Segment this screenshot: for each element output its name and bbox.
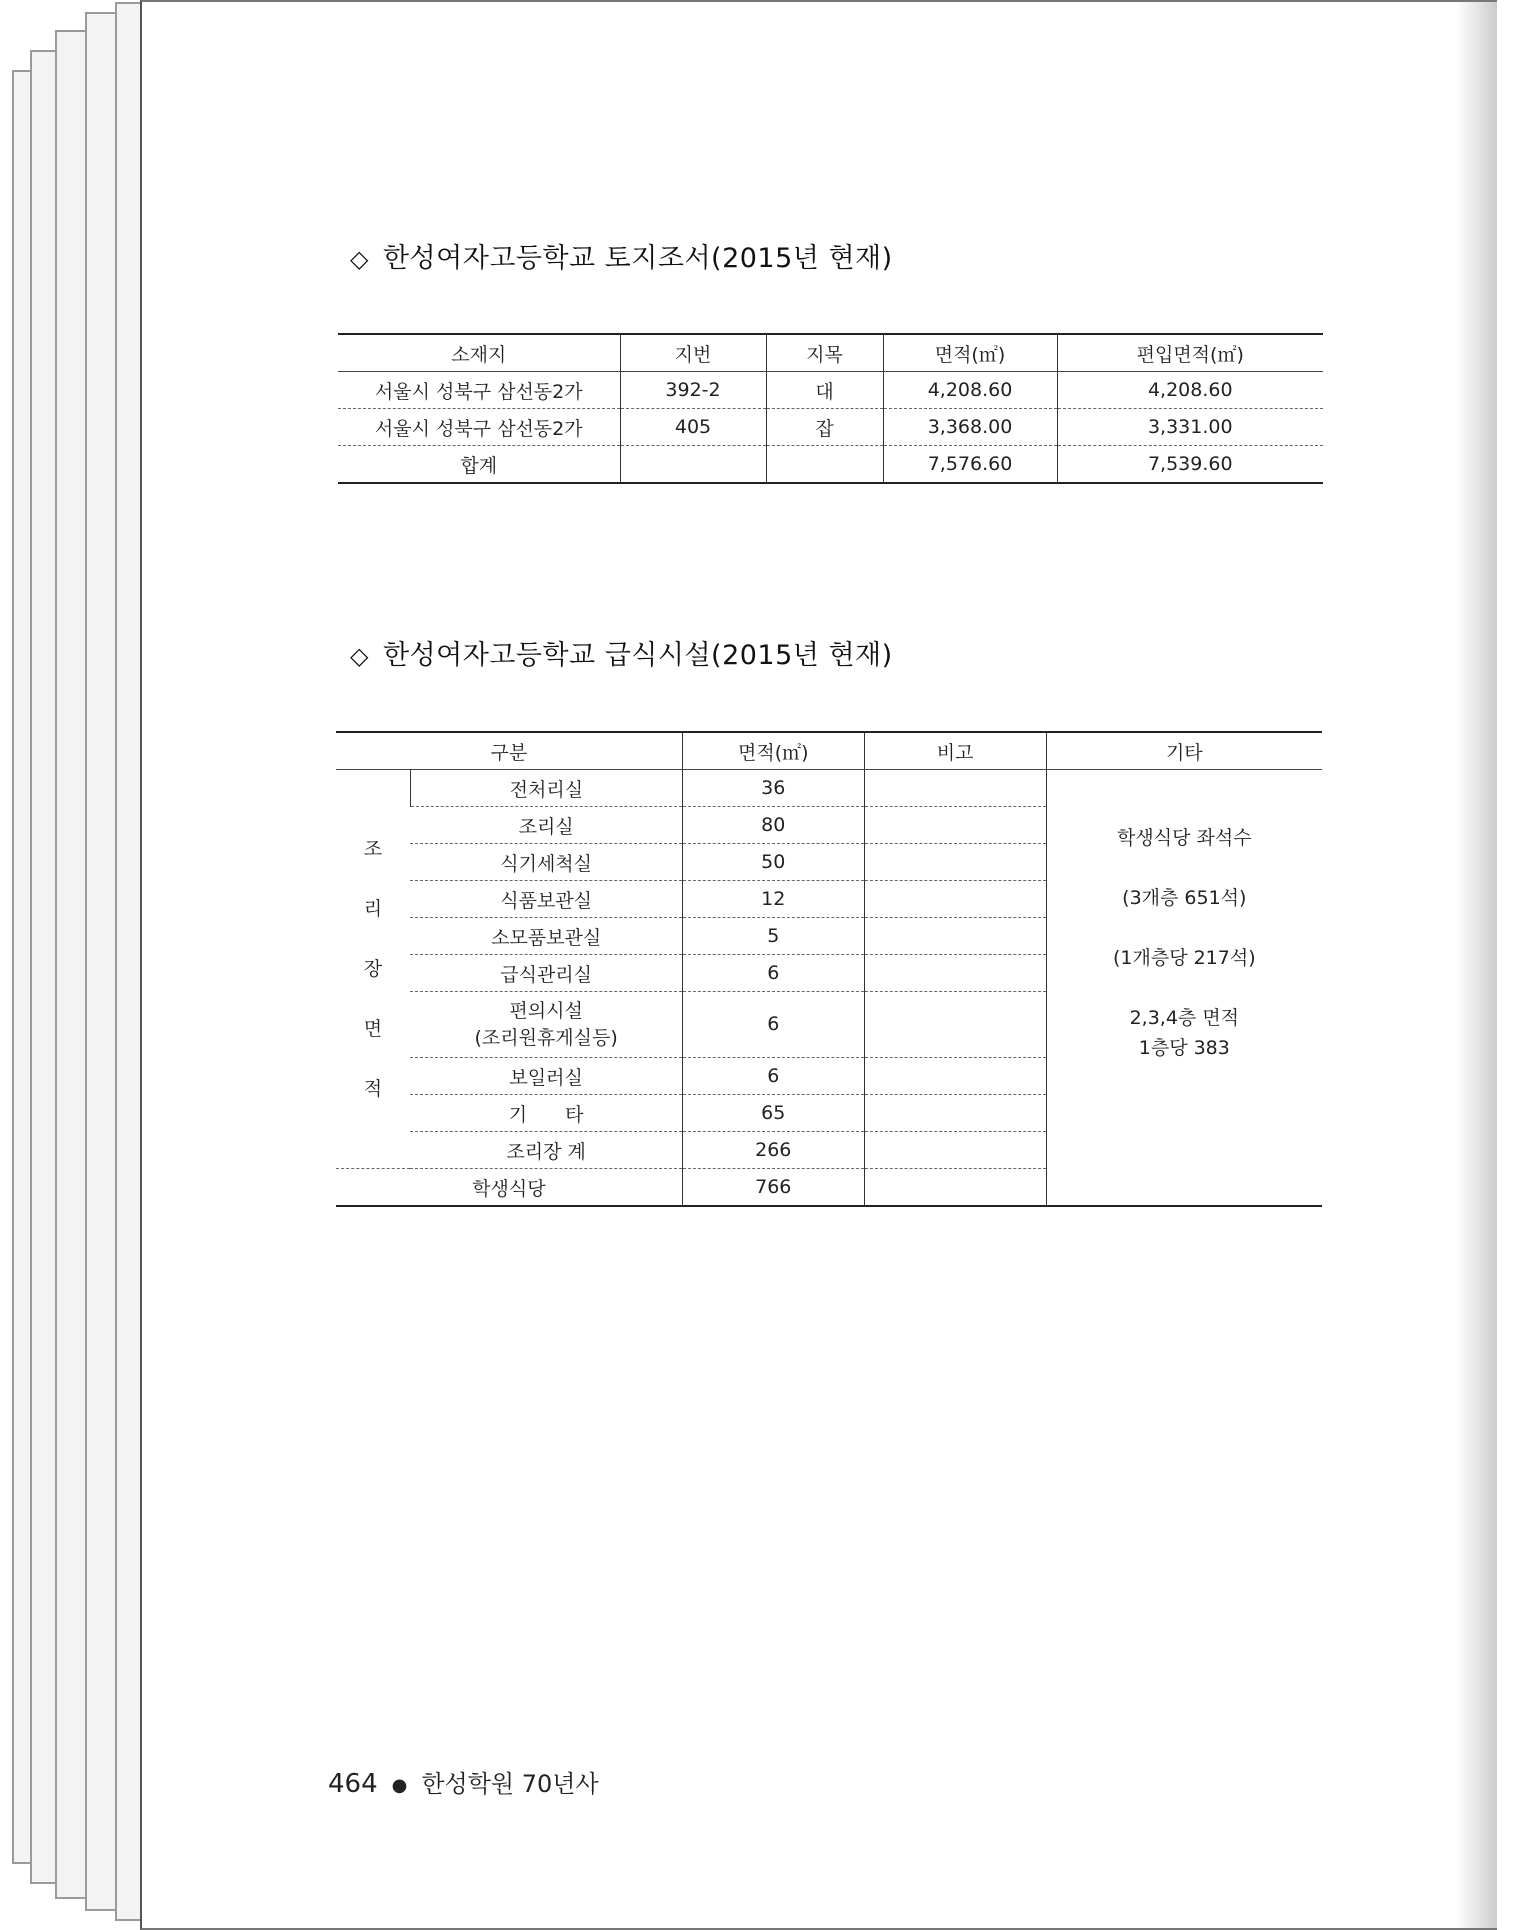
table-cell: 36 xyxy=(682,770,864,807)
table-cell xyxy=(864,881,1046,918)
table-cell: 보일러실 xyxy=(410,1058,682,1095)
table-cell: 잡 xyxy=(766,409,883,446)
header-cell: 비고 xyxy=(864,732,1046,770)
table-cell xyxy=(864,918,1046,955)
table-cell xyxy=(410,992,682,1058)
header-cell: 지목 xyxy=(766,334,883,372)
table-cell: 766 xyxy=(682,1169,864,1207)
meal-table xyxy=(336,731,1322,1207)
table-cell: 5 xyxy=(682,918,864,955)
page-number: 464 xyxy=(328,1769,378,1799)
land-section-title xyxy=(350,236,893,275)
diamond-icon: ◇ xyxy=(350,245,369,273)
table-cell: 조리장 계 xyxy=(410,1132,682,1169)
cell-line: 편의시설 xyxy=(509,999,583,1022)
table-cell: 80 xyxy=(682,807,864,844)
table-cell xyxy=(864,807,1046,844)
table-cell xyxy=(864,1058,1046,1095)
table-cell: 급식관리실 xyxy=(410,955,682,992)
table-cell xyxy=(620,446,766,484)
table-cell xyxy=(864,992,1046,1058)
meal-section-title xyxy=(350,633,893,672)
table-cell xyxy=(864,844,1046,881)
header-cell: 면적(㎡) xyxy=(883,334,1057,372)
table-cell: 3,368.00 xyxy=(883,409,1057,446)
table-cell xyxy=(864,1169,1046,1207)
table-cell: 65 xyxy=(682,1095,864,1132)
table-cell: 기 타 xyxy=(410,1095,682,1132)
table-row xyxy=(336,770,1322,807)
table-row xyxy=(338,372,1323,409)
table-cell xyxy=(864,1132,1046,1169)
table-cell: 소모품보관실 xyxy=(410,918,682,955)
table-row xyxy=(338,409,1323,446)
table-cell: 405 xyxy=(620,409,766,446)
cell-line: (조리원휴게실등) xyxy=(474,1026,618,1049)
table-cell: 12 xyxy=(682,881,864,918)
table-cell: 서울시 성북구 삼선동2가 xyxy=(338,372,620,409)
page-footer xyxy=(328,1764,599,1799)
group-label-char: 조 xyxy=(363,838,383,860)
table-cell: 서울시 성북구 삼선동2가 xyxy=(338,409,620,446)
etc-line: 학생식당 좌석수 xyxy=(1117,826,1252,849)
book-title: 한성학원 70년사 xyxy=(421,1770,599,1798)
etc-cell xyxy=(1046,770,1322,1207)
etc-line: 2,3,4층 면적 xyxy=(1129,1006,1240,1029)
group-label-cell xyxy=(336,770,410,1169)
table-cell: 266 xyxy=(682,1132,864,1169)
table-cell: 7,539.60 xyxy=(1057,446,1323,484)
table-cell xyxy=(766,446,883,484)
header-cell: 소재지 xyxy=(338,334,620,372)
table-cell: 50 xyxy=(682,844,864,881)
table-row-total xyxy=(338,446,1323,484)
table-cell: 학생식당 xyxy=(336,1169,682,1207)
table-cell xyxy=(864,955,1046,992)
land-title-text: 한성여자고등학교 토지조서(2015년 현재) xyxy=(382,243,893,274)
table-header-row xyxy=(336,732,1322,770)
diamond-icon: ◇ xyxy=(350,642,369,670)
land-table xyxy=(338,333,1323,484)
table-header-row xyxy=(338,334,1323,372)
page-stack-edge xyxy=(0,0,150,1926)
table-cell: 6 xyxy=(682,992,864,1058)
table-cell: 6 xyxy=(682,955,864,992)
table-cell: 4,208.60 xyxy=(1057,372,1323,409)
header-cell: 기타 xyxy=(1046,732,1322,770)
table-cell: 식품보관실 xyxy=(410,881,682,918)
table-cell: 식기세척실 xyxy=(410,844,682,881)
table-cell: 조리실 xyxy=(410,807,682,844)
group-label-char: 면 xyxy=(363,1018,383,1040)
header-cell: 면적(㎡) xyxy=(682,732,864,770)
table-cell: 6 xyxy=(682,1058,864,1095)
meal-title-text: 한성여자고등학교 급식시설(2015년 현재) xyxy=(382,640,893,671)
header-cell: 구분 xyxy=(336,732,682,770)
header-cell: 편입면적(㎡) xyxy=(1057,334,1323,372)
etc-line: 1층당 383 xyxy=(1138,1036,1230,1059)
table-cell xyxy=(864,1095,1046,1132)
group-label-char: 리 xyxy=(363,898,383,920)
etc-line: (3개층 651석) xyxy=(1122,886,1247,909)
table-cell: 전처리실 xyxy=(410,770,682,807)
header-cell: 지번 xyxy=(620,334,766,372)
table-cell: 대 xyxy=(766,372,883,409)
table-cell: 4,208.60 xyxy=(883,372,1057,409)
table-cell xyxy=(864,770,1046,807)
etc-line: (1개층당 217석) xyxy=(1112,946,1256,969)
table-cell: 합계 xyxy=(338,446,620,484)
group-label-char: 적 xyxy=(363,1078,383,1100)
table-cell: 3,331.00 xyxy=(1057,409,1323,446)
table-cell: 7,576.60 xyxy=(883,446,1057,484)
group-label-char: 장 xyxy=(363,958,383,980)
table-cell: 392-2 xyxy=(620,372,766,409)
bullet-icon: ● xyxy=(391,1774,408,1796)
